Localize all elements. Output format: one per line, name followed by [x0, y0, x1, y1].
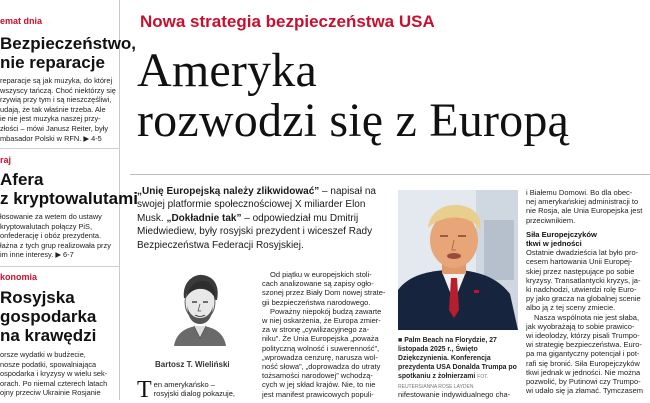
subhead-line: Siła Europejczyków — [526, 229, 597, 239]
teaser-line: mbasador Polski w RFN. ▶ 4-5 — [0, 133, 102, 143]
headline-line: nie reparacje — [0, 53, 105, 72]
article-headline[interactable] — [137, 46, 569, 146]
subhead-line: tkwi w jedności — [526, 239, 582, 249]
body-line: nie Rosja, ale Unia Europejska jest — [526, 206, 643, 216]
teaser-line: złości – mówi Janusz Reiter, były — [0, 123, 109, 133]
body-line: Ostatnie dwadzieścia lat było pro- — [526, 248, 639, 258]
teaser-line: rzywią przy tym i są nieszczęśliwi, — [0, 95, 112, 105]
body-line: ki nadchodzi, utwierdzi rolę Euro- — [526, 285, 637, 295]
article-column-4 — [526, 188, 650, 395]
body-line: cych w jej skład krajów. Nie, to nie — [262, 380, 376, 390]
sidebar-section-label: konomia — [0, 272, 38, 282]
teaser-line: ospodarka i kryzysy w wielu sek- — [0, 369, 108, 379]
body-line: za w stronę „cywilizacyjnego za- — [262, 325, 370, 335]
headline-line: gospodarka — [0, 307, 97, 326]
body-line: niku”. Że Unia Europejska „poważa — [262, 334, 379, 344]
body-line: nifestowanie indywidualnego cha- — [398, 390, 511, 399]
teaser-line: reparacje są jak muzyka, do której — [0, 76, 113, 85]
body-line: Nasza wspólnota nie jest słaba, — [534, 312, 640, 322]
headline-line: Rosyjska — [0, 288, 75, 307]
body-line: cach analizowane są zapisy ogło- — [262, 279, 374, 289]
teaser-line: nosze podatki, spowalniająca — [0, 359, 97, 369]
body-line: wi udało się ja złamać. Tymczasem — [526, 386, 643, 396]
teaser-line: ie nie jest muzyka naszej przy- — [0, 114, 101, 124]
body-line: „wprowadza cenzurę, narusza wol- — [262, 352, 378, 362]
article-column-2 — [262, 270, 390, 399]
body-line: polityczną wolność i suwerenność”, — [262, 343, 380, 353]
body-line: pozwolić, by Putinowi czy Trumpo- — [526, 377, 641, 387]
body-line: Poważny niepokój budzą zawarte — [270, 306, 382, 316]
body-line: tkwi jednak w jedności. Nie można — [526, 367, 641, 377]
sidebar-headline[interactable] — [0, 288, 96, 345]
teaser-line: udają, że tak właśnie trzeba. Ale — [0, 104, 106, 114]
caption-text: Palm Beach na Florydzie, 27 listopada 2025 r., Święto Dziękczynienia. Konferencja prezydenta USA Donalda Trumpa po spotkaniu z żołnierzami — [398, 337, 517, 380]
body-line: ność słowa”, „doprowadza do utraty — [262, 362, 381, 372]
caption-marker: ■ — [398, 337, 405, 344]
body-line: tożsamości narodowej” wchodzą- — [262, 371, 373, 381]
body-line: cesem hartowania Unii Europej- — [526, 257, 633, 267]
lead-text: – napisał na swojej platformie społecznościowej X miliarder Elon Musk. — [137, 186, 376, 224]
news-photo — [398, 190, 518, 330]
sidebar — [0, 0, 138, 400]
body-opening — [137, 377, 257, 403]
body-line: pa ma gigantyczny potencjał i pot- — [526, 349, 640, 359]
headline-line: z kryptowalutami — [0, 189, 138, 208]
teaser-line: im inne interesy. ▶ 6-7 — [0, 250, 74, 260]
sidebar-headline[interactable] — [0, 34, 136, 72]
section-subhead — [526, 230, 650, 248]
sidebar-section-label: raj — [0, 155, 12, 165]
body-line: wi ideolodzy, którzy pisali Trumpo- — [526, 331, 640, 341]
body-line: w niej oskarżenia, że Europa zmier- — [262, 316, 381, 326]
sidebar-headline[interactable] — [0, 170, 138, 208]
sidebar-teaser — [0, 212, 122, 260]
photo-credit: FOT. REUTERS/ANNA ROSE LAYDEN — [398, 374, 489, 390]
teaser-line: łażna z tych grup realizowała przy — [0, 240, 111, 250]
drop-cap: T — [137, 377, 152, 403]
teaser-line: łosowanie za wetem do ustawy — [0, 212, 102, 221]
body-line: gii bezpieczeństwa narodowego. — [262, 297, 371, 307]
teaser-line: kryptowalutach połączy PiS, — [0, 221, 93, 231]
sidebar-divider — [0, 266, 120, 267]
teaser-line: wszyscy tańczą. Choć niektórzy się — [0, 85, 116, 95]
body-line: jest manifest prawicowych populi- — [262, 389, 374, 399]
headline-line: na krawędzi — [0, 326, 97, 345]
teaser-line: orsze wydatki w budżecie, — [0, 350, 86, 359]
body-line: szonej przez Biały Dom nowej strate- — [262, 288, 386, 298]
sidebar-teaser — [0, 350, 122, 398]
body-line: albo ją z tej sceny zmiecie. — [526, 303, 616, 313]
body-line: i Białemu Domowi. Bo dla obec- — [526, 188, 633, 197]
sidebar-section-label: emat dnia — [0, 16, 43, 26]
article-byline: Bartosz T. Wieliński — [155, 360, 230, 369]
article-lead — [137, 185, 387, 252]
photo-caption — [398, 336, 520, 392]
headline-line: Ameryka — [137, 44, 317, 97]
teaser-line: ojny przeciw Ukrainie Rosjanie — [0, 388, 101, 398]
lead-quote: „Unię Europejską należy zlikwidować” — [137, 186, 320, 197]
body-line: rafi się bronić. Siła Europejczyków — [526, 358, 640, 368]
headline-line: Afera — [0, 170, 44, 189]
article-kicker: Nowa strategia bezpieczeństwa USA — [140, 12, 435, 31]
author-portrait — [170, 268, 230, 346]
body-line: skiej przez następujące po sobie — [526, 266, 635, 276]
sidebar-teaser — [0, 76, 122, 143]
lead-quote: „Dokładnie tak” — [166, 212, 242, 224]
body-line: przeciwnikiem. — [526, 215, 576, 225]
sidebar-divider — [0, 148, 120, 149]
teaser-line: orach. Po niemal czterech latach — [0, 378, 108, 388]
body-line: wi strategię bezpieczeństwa. Euro- — [526, 340, 642, 350]
body-line: nej amerykańskiej administracji to — [526, 197, 639, 207]
headline-divider — [130, 174, 650, 175]
lead-text: – odpowiedział mu Dmitrij Miedwiediew, były rosyjski prezydent i wiceszef Rady Bezpieczeństwa Federacji Rosyjskiej. — [137, 212, 373, 251]
body-line: en amerykańsko – — [153, 380, 215, 389]
body-line: jak wyobrażają to sobie prawico- — [526, 321, 635, 331]
body-line: Od piątku w europejskich stoli- — [270, 270, 372, 279]
body-line: kryzysy. Transatlantycki kryzys, ja- — [526, 275, 641, 285]
body-line: py jako gracza na globalnej scenie — [526, 294, 641, 304]
headline-line: rozwodzi się z Europą — [137, 94, 570, 147]
body-line: rosyjski dialog pokazuje, — [153, 389, 235, 399]
article-column-3 — [398, 390, 520, 399]
headline-line: Bezpieczeństwo, — [0, 34, 137, 53]
teaser-line: onfederację i obóz prezydenta. — [0, 231, 102, 241]
